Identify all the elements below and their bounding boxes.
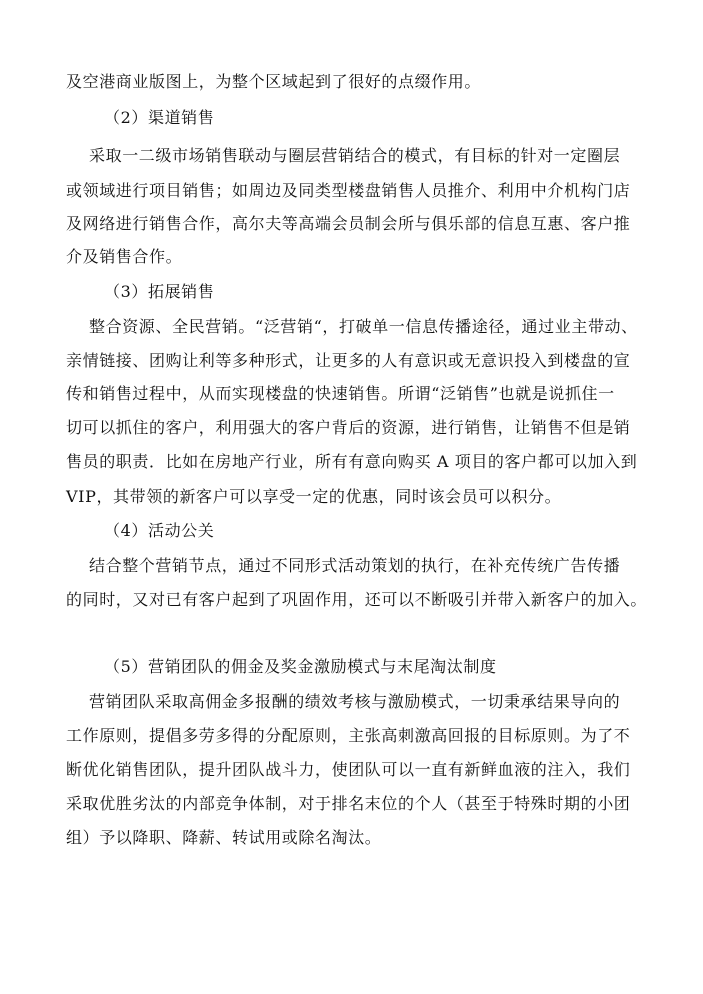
paragraph-line: 工作原则，提倡多劳多得的分配原则，主张高刺激高回报的目标原则。为了不 <box>66 726 631 745</box>
section-heading-event-pr: （4）活动公关 <box>104 521 215 540</box>
paragraph-line: 组）予以降职、降薪、转试用或除名淘汰。 <box>66 828 382 847</box>
paragraph-line: VIP，其带领的新客户可以享受一定的优惠，同时该会员可以积分。 <box>66 487 562 506</box>
paragraph-line: 及空港商业版图上，为整个区域起到了很好的点缀作用。 <box>66 72 482 91</box>
paragraph-line: 营销团队采取高佣金多报酬的绩效考核与激励模式，一切秉承结果导向的 <box>89 692 621 711</box>
paragraph-line: 或领域进行项目销售；如周边及同类型楼盘销售人员推介、利用中介机构门店 <box>66 181 631 200</box>
paragraph-line: 整合资源、全民营销。“泛营销“，打破单一信息传播途径，通过业主带动、 <box>89 317 638 336</box>
paragraph-line: 传和销售过程中，从而实现楼盘的快速销售。所谓“泛销售”也就是说抓住一 <box>66 384 615 403</box>
paragraph-line: 售员的职责．比如在房地产行业，所有有意向购买 A 项目的客户都可以加入到 <box>66 452 638 471</box>
paragraph-line: 的同时，又对已有客户起到了巩固作用，还可以不断吸引并带入新客户的加入。 <box>66 590 648 609</box>
paragraph-line: 及网络进行销售合作，高尔夫等高端会员制会所与俱乐部的信息互惠、客户推 <box>66 214 631 233</box>
section-heading-team-incentives: （5）营销团队的佣金及奖金激励模式与末尾淘汰制度 <box>104 657 497 676</box>
section-heading-expansion-sales: （3）拓展销售 <box>104 282 215 301</box>
paragraph-line: 结合整个营销节点，通过不同形式活动策划的执行，在补充传统广告传播 <box>89 556 621 575</box>
section-heading-channel-sales: （2）渠道销售 <box>104 108 215 127</box>
paragraph-line: 采取优胜劣汰的内部竞争体制，对于排名末位的个人（甚至于特殊时期的小团 <box>66 794 631 813</box>
paragraph-line: 切可以抓住的客户，利用强大的客户背后的资源，进行销售，让销售不但是销 <box>66 418 631 437</box>
paragraph-line: 亲情链接、团购让利等多种形式，让更多的人有意识或无意识投入到楼盘的宣 <box>66 351 631 370</box>
paragraph-line: 采取一二级市场销售联动与圈层营销结合的模式，有目标的针对一定圈层 <box>89 146 621 165</box>
paragraph-line: 介及销售合作。 <box>66 247 183 266</box>
paragraph-line: 断优化销售团队，提升团队战斗力，使团队可以一直有新鲜血液的注入，我们 <box>66 760 631 779</box>
